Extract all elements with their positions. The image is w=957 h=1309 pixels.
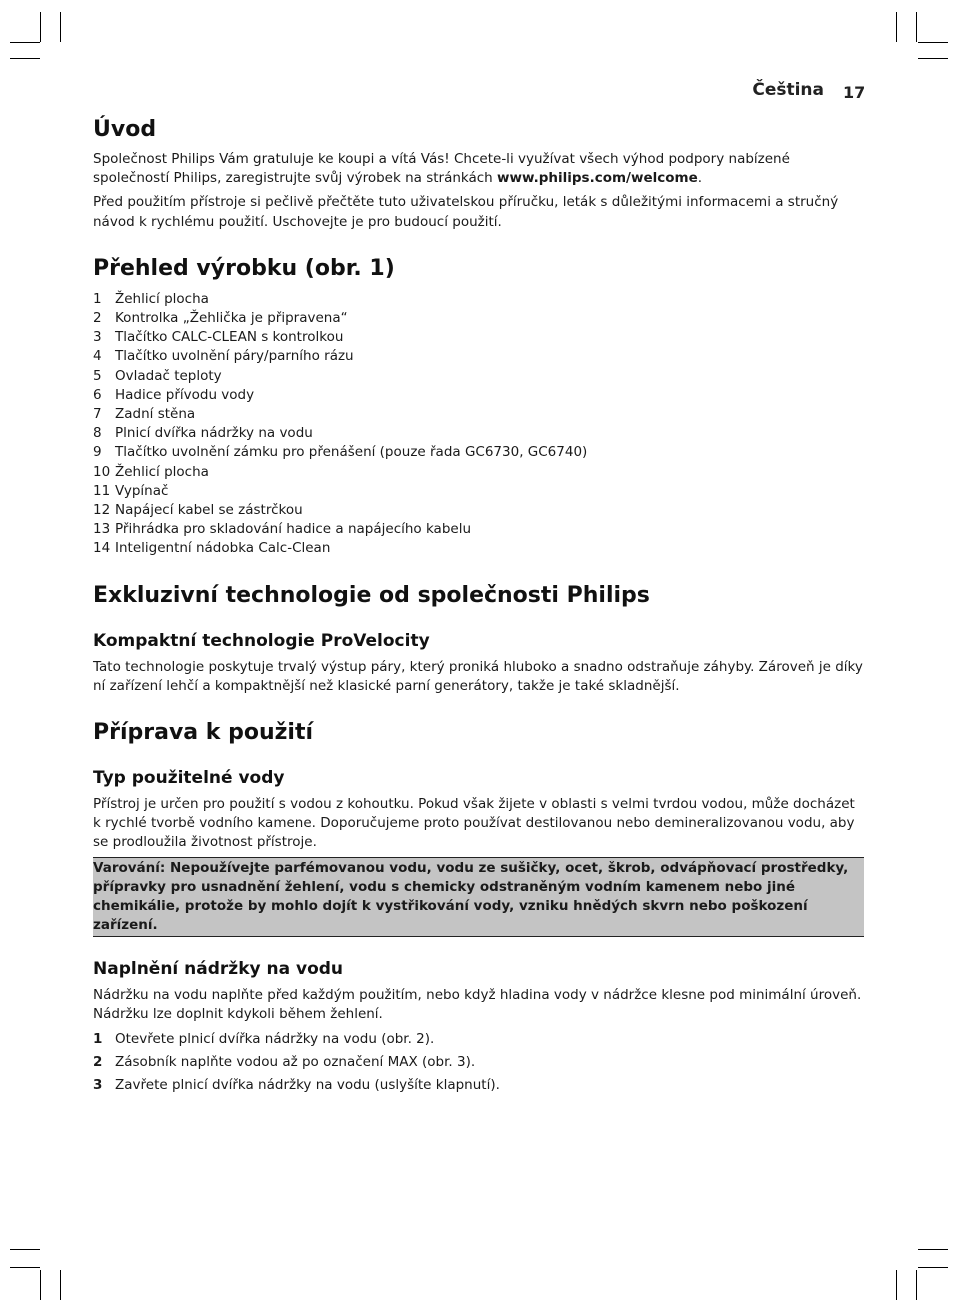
list-item [93,539,864,558]
item-number: 13 [93,521,111,538]
item-number: 8 [93,425,102,442]
water-type-title: Typ použitelné vody [93,768,285,789]
provelocity-title: Kompaktní technologie ProVelocity [93,630,430,651]
item-number: 1 [93,290,102,307]
crop-mark [916,12,917,42]
page-language: Čeština [752,80,824,100]
item-number: 14 [93,540,111,557]
crop-mark [918,42,948,43]
item-text: Přihrádka pro skladování hadice a napájecího kabelu [115,521,472,538]
exclusive-title: Exkluzivní technologie od společnosti Philips [93,582,650,608]
crop-mark [60,12,61,42]
page-content [93,115,864,1097]
step-text: Zavřete plnicí dvířka nádržky na vodu (uslyšíte klapnutí). [115,1077,500,1094]
overview-title: Přehled výrobku (obr. 1) [93,255,395,281]
crop-mark [10,1267,40,1268]
welcome-url: www.philips.com/welcome [497,170,698,187]
item-text: Kontrolka „Žehlička je připravena“ [115,310,348,327]
item-number: 7 [93,406,102,423]
item-number: 10 [93,463,111,480]
list-item [93,405,864,424]
item-text: Vypínač [115,482,169,499]
list-item [93,482,864,501]
list-item [93,1028,864,1051]
item-text: Napájecí kabel se zástrčkou [115,502,303,519]
list-item [93,367,864,386]
step-number: 3 [93,1077,103,1094]
crop-mark [60,1270,61,1300]
list-item [93,1074,864,1097]
item-number: 3 [93,329,102,346]
crop-mark [918,1267,948,1268]
crop-mark [918,58,948,59]
overview-list [93,290,864,559]
list-item [93,520,864,539]
intro-paragraph-1 [93,150,864,188]
crop-mark [896,1270,897,1300]
list-item [93,347,864,366]
list-item [93,386,864,405]
step-text: Zásobník naplňte vodou až po označení MAX (obr. 3). [115,1054,476,1071]
step-number: 2 [93,1054,103,1071]
intro-text-end: . [697,170,703,187]
intro-title: Úvod [93,117,157,142]
item-text: Žehlicí plocha [115,290,209,307]
item-text: Tlačítko uvolnění páry/parního rázu [115,348,354,365]
item-text: Žehlicí plocha [115,463,209,480]
fill-tank-title: Naplnění nádržky na vodu [93,958,344,979]
page-number: 17 [843,83,866,102]
item-number: 6 [93,386,102,403]
item-number: 12 [93,502,111,519]
list-item [93,328,864,347]
item-number: 2 [93,310,102,327]
item-text: Hadice přívodu vody [115,386,255,403]
item-text: Tlačítko CALC-CLEAN s kontrolkou [115,329,344,346]
preparation-title: Příprava k použití [93,720,314,746]
list-item [93,309,864,328]
fill-steps [93,1028,864,1097]
list-item [93,443,864,462]
intro-paragraph-2: Před použitím přístroje si pečlivě přečtěte tuto uživatelskou příručku, leták s důležitými informacemi a stručný návod k rychlému použití. Uschovejte je pro budoucí použití. [93,194,839,230]
provelocity-text: Tato technologie poskytuje trvalý výstup páry, který proniká hluboko a snadno odstraňuje záhyby. Zároveň je díky ní zařízení lehčí a kompaktnější než klasické parní generátory, takže je také skladnější. [93,658,863,694]
crop-mark [10,58,40,59]
warning-box: Varování: Nepoužívejte parfémovanou vodu, vodu ze sušičky, ocet, škrob, odvápňovací prostředky, přípravky pro usnadnění žehlení, vodu s chemicky odstraněným vodním kamenem nebo jiné chemikálie, protože by mohlo dojít k vystřikování vody, vzniku hnědých skvrn nebo poškození zařízení. [93,857,864,937]
item-number: 4 [93,348,102,365]
item-text: Inteligentní nádobka Calc-Clean [115,540,331,557]
item-text: Ovladač teploty [115,367,222,384]
list-item [93,424,864,443]
item-number: 11 [93,482,111,499]
item-number: 9 [93,444,102,461]
crop-mark [10,42,40,43]
crop-mark [916,1270,917,1300]
list-item [93,501,864,520]
item-text: Zadní stěna [115,406,196,423]
list-item [93,463,864,482]
crop-mark [10,1249,40,1250]
step-text: Otevřete plnicí dvířka nádržky na vodu (obr. 2). [115,1031,435,1048]
step-number: 1 [93,1031,103,1048]
crop-mark [896,12,897,42]
crop-mark [40,1270,41,1300]
list-item [93,1051,864,1074]
fill-tank-text: Nádržku na vodu naplňte před každým použitím, nebo když hladina vody v nádržce klesne pod minimální úroveň. Nádržku lze doplnit kdykoli během žehlení. [93,986,862,1022]
item-text: Plnicí dvířka nádržky na vodu [115,425,313,442]
crop-mark [40,12,41,42]
list-item [93,290,864,309]
water-type-text: Přístroj je určen pro použití s vodou z kohoutku. Pokud však žijete v oblasti s velmi tvrdou vodou, může docházet k rychlé tvorbě vodního kamene. Doporučujeme proto používat destilovanou nebo demineralizovanou vodu, aby se prodloužila životnost přístroje. [93,796,855,851]
intro-text: Společnost Philips Vám gratuluje ke koupi a vítá Vás! Chcete-li využívat všech výhod podpory nabízené společností Philips, zaregistrujte svůj výrobek na stránkách [93,151,790,187]
item-number: 5 [93,367,102,384]
crop-mark [918,1249,948,1250]
item-text: Tlačítko uvolnění zámku pro přenášení (pouze řada GC6730, GC6740) [115,444,588,461]
